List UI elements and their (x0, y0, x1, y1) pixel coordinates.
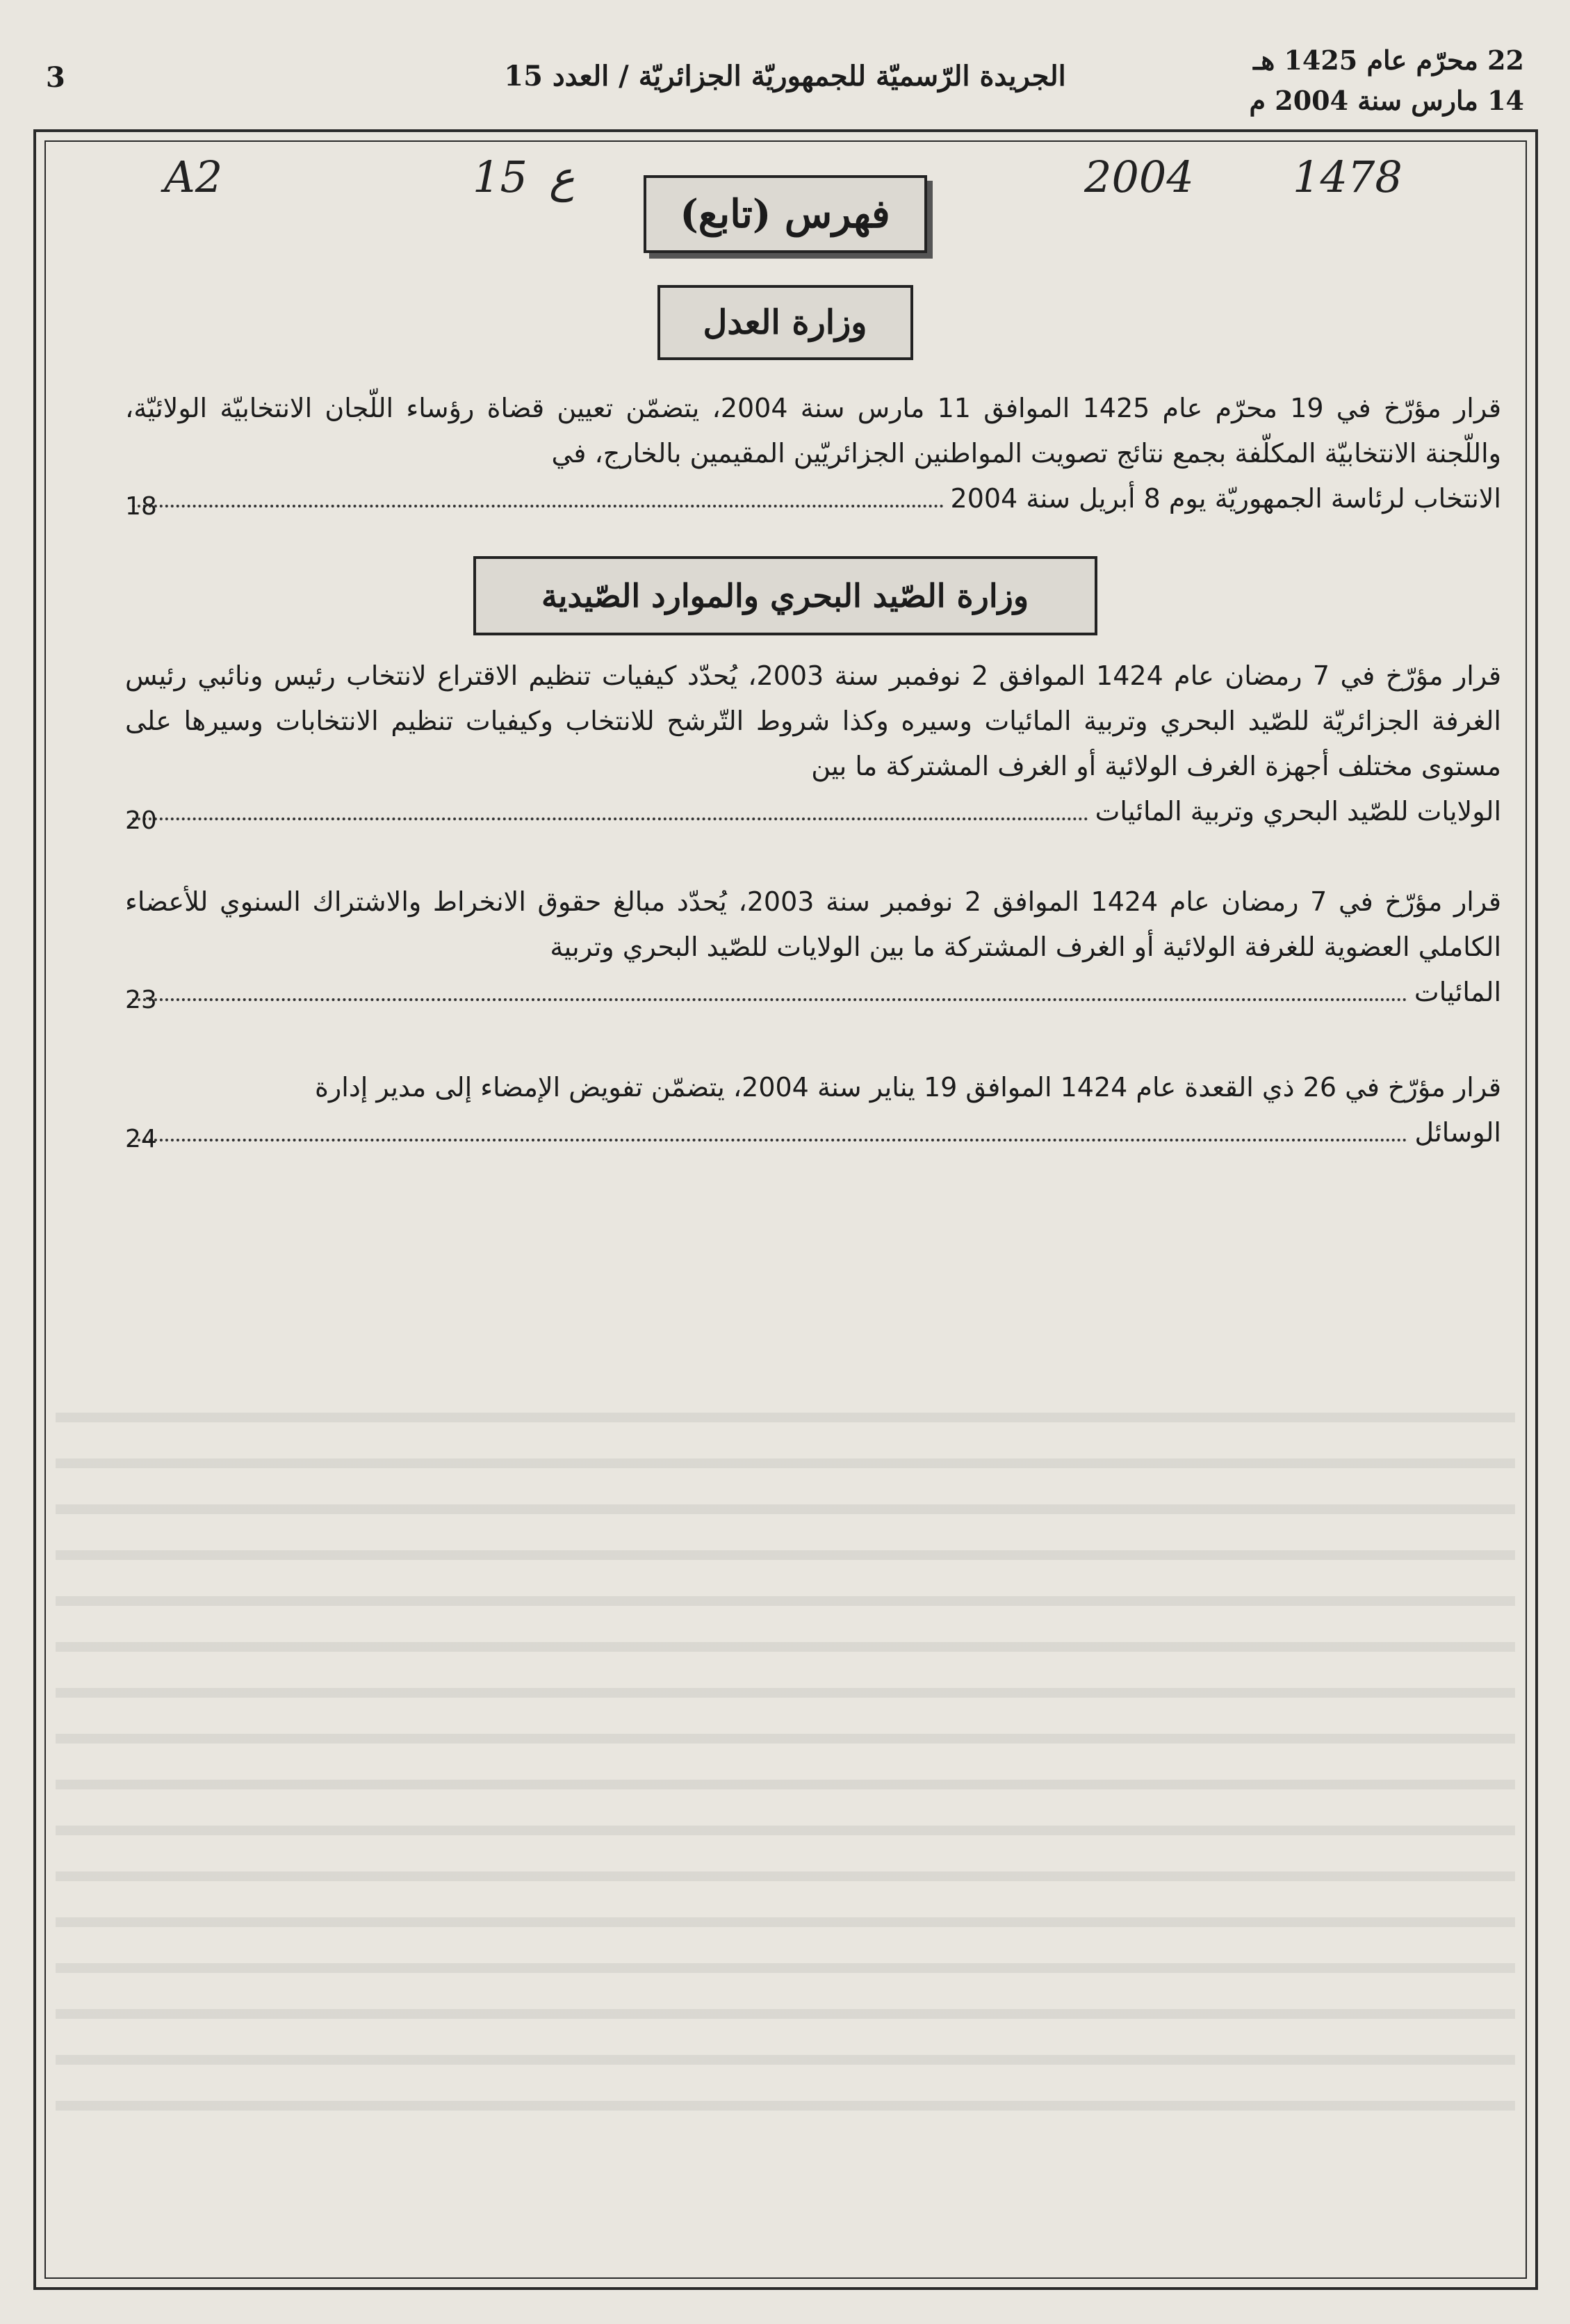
dot-leader (132, 818, 1088, 820)
ministry-name: وزارة الصّيد البحري والموارد الصّيدية (541, 577, 1029, 615)
handwritten-number: 15 (473, 152, 528, 202)
entry-page-number: 20 (125, 806, 157, 835)
index-entry (125, 1065, 1501, 1155)
entry-page-number: 18 (125, 492, 157, 521)
gazette-title: الجريدة الرّسميّة للجمهوريّة الجزائريّة / العدد 15 (504, 60, 1066, 92)
page-header (0, 0, 1570, 118)
index-entry (125, 879, 1501, 1015)
entry-last-line (125, 970, 1501, 1015)
ministry-heading-justice (657, 285, 913, 360)
dot-leader (132, 998, 1407, 1001)
index-title-box (644, 175, 927, 253)
handwritten-ref: 1478 (1293, 152, 1403, 202)
entry-text: قرار مؤرّخ في 7 رمضان عام 1424 الموافق 2 نوفمبر سنة 2003، يُحدّد مبالغ حقوق الانخراط والاشتراك السنوي للأعضاء الكاملي العضوية للغرفة الولائية أو الغرف المشتركة ما بين الولايات للصّيد البحري وتربية (125, 886, 1501, 962)
entry-last-text: المائيات (1414, 977, 1501, 1007)
show-through-texture (56, 1376, 1515, 2141)
dot-leader (132, 1139, 1407, 1141)
entry-page-number: 24 (125, 1125, 157, 1153)
index-entry (125, 386, 1501, 521)
handwritten-letter: ع (549, 152, 575, 202)
ministry-name: وزارة العدل (703, 303, 867, 342)
entry-text: قرار مؤرّخ في 26 ذي القعدة عام 1424 الموافق 19 يناير سنة 2004، يتضمّن تفويض الإمضاء إلى مدير إدارة (315, 1072, 1501, 1103)
entry-page-number: 23 (125, 986, 157, 1014)
entry-last-line (125, 476, 1501, 521)
ministry-heading-fisheries (473, 556, 1097, 635)
entry-last-line (125, 1110, 1501, 1155)
index-title: فهرس (تابع) (680, 191, 890, 237)
entry-last-line (125, 789, 1501, 834)
date-gregorian: 14 مارس سنة 2004 م (1249, 85, 1524, 116)
entry-last-text: الوسائل (1414, 1117, 1501, 1148)
entry-last-text: الولايات للصّيد البحري وتربية المائيات (1095, 796, 1501, 827)
entry-text: قرار مؤرّخ في 7 رمضان عام 1424 الموافق 2 نوفمبر سنة 2003، يُحدّد كيفيات تنظيم الاقتراع لانتخاب رئيس ونائبي رئيس الغرفة الجزائريّة للصّيد البحري وتربية المائيات وسيره وكذا شروط التّرشح للانتخاب وكيفيات تنظيم الانتخابات وسيرها على مستوى مختلف أجهزة الغرف الولائية أو الغرف المشتركة ما بين (125, 660, 1501, 781)
date-hijri: 22 محرّم عام 1425 هـ (1253, 44, 1524, 76)
handwritten-year: 2004 (1084, 152, 1194, 202)
index-entry (125, 653, 1501, 834)
dot-leader (132, 505, 944, 507)
entry-text: قرار مؤرّخ في 19 محرّم عام 1425 الموافق 11 مارس سنة 2004، يتضمّن تعيين قضاة رؤساء اللّجان الانتخابيّة الولائيّة، واللّجنة الانتخابيّة المكلّفة بجمع نتائج تصويت المواطنين الجزائريّين المقيمين بالخارج، في (125, 393, 1501, 469)
handwritten-code: A2 (164, 152, 223, 202)
page-number: 3 (46, 61, 65, 94)
entry-last-text: الانتخاب لرئاسة الجمهوريّة يوم 8 أبريل سنة 2004 (950, 483, 1501, 514)
